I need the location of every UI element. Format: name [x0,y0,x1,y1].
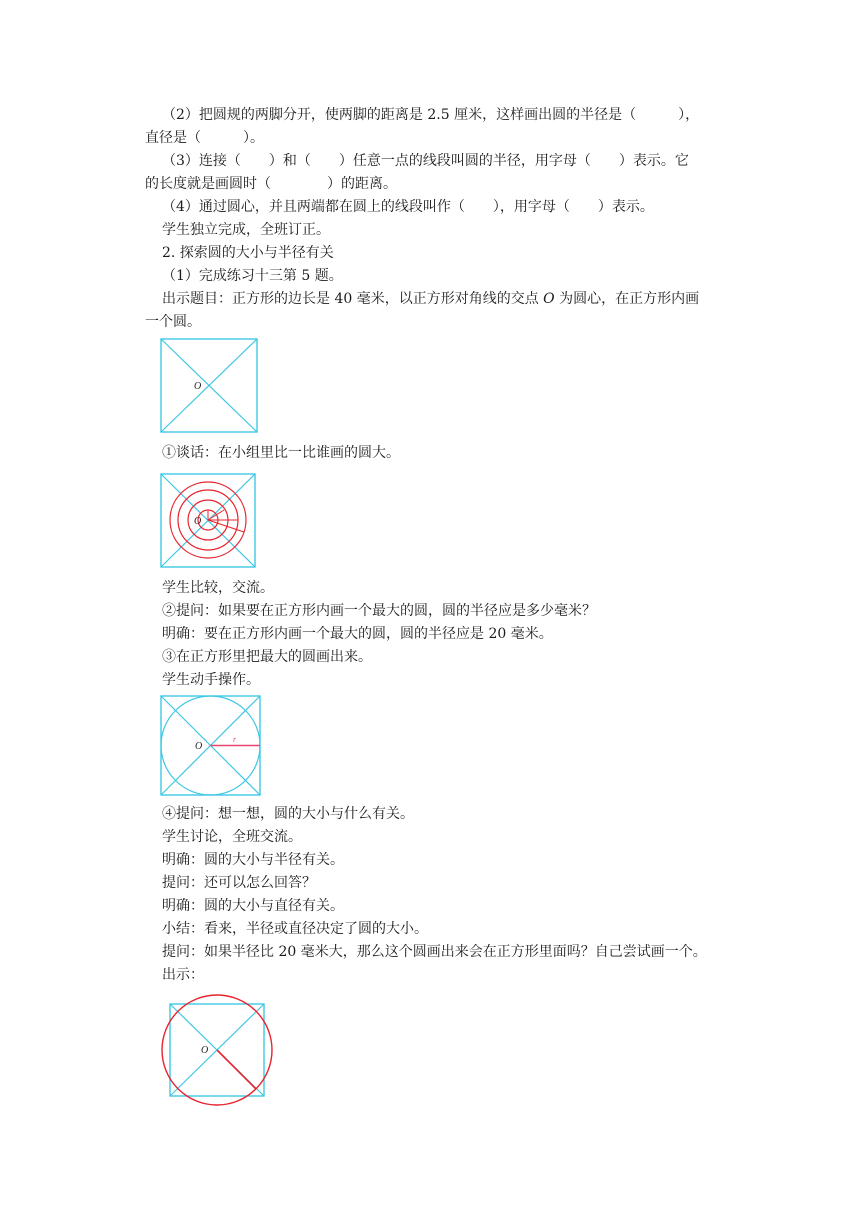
operate-line: 学生动手操作。 [162,672,260,688]
conclusion-line: 明确：圆的大小与半径有关。 [162,852,344,868]
center-label: O [201,1045,209,1056]
center-label: O [194,516,202,527]
problem-line-1 [162,289,699,309]
talk-line: ①谈话：在小组里比一比谁画的圆大。 [162,445,400,461]
point-o-text: O [543,291,555,307]
question-4-line: （4）通过圆心，并且两端都在圆上的线段叫作（ ），用字母（ ）表示。 [162,199,654,215]
center-label: O [194,381,202,392]
exercise-line: （1）完成练习十三第 5 题。 [162,268,343,284]
think-line: ④提问：想一想，圆的大小与什么有关。 [162,806,414,822]
section-heading: 2. 探索圆的大小与半径有关 [162,245,334,261]
radius-line [208,510,224,520]
question-2-line-2: 直径是（ ）。 [145,130,264,146]
problem-text-b: 为圆心，在正方形内画 [554,291,700,307]
discuss-line: 学生讨论，全班交流。 [162,829,302,845]
figure-concentric-circles [160,473,258,569]
center-label: O [195,741,203,752]
answer-line: 明确：要在正方形内画一个最大的圆，圆的半径应是 20 毫米。 [162,626,553,642]
question-line: ②提问：如果要在正方形内画一个最大的圆，圆的半径应是多少毫米？ [162,603,596,619]
figure-square-diagonals [160,338,260,434]
draw-line: ③在正方形里把最大的圆画出来。 [162,649,372,665]
problem-text-a: 出示题目：正方形的边长是 40 毫米，以正方形对角线的交点 [162,291,544,307]
conclusion-line: 明确：圆的大小与直径有关。 [162,898,344,914]
question-2-line-1: （2）把圆规的两脚分开，使两脚的距离是 2.5 厘米，这样画出圆的半径是（ ）， [162,107,700,123]
instruction-text: 学生独立完成，全班订正。 [162,222,330,238]
problem-line-2: 一个圆。 [145,314,201,330]
show-label: 出示： [162,967,204,983]
figure-oversized-circle [160,994,276,1110]
summary-line: 小结：看来，半径或直径决定了圆的大小。 [162,921,428,937]
radius-label: r [233,735,237,744]
compare-line: 学生比较，交流。 [162,580,274,596]
figure-inscribed-circle [160,695,264,797]
radius-line [217,1050,256,1089]
challenge-line: 提问：如果半径比 20 毫米大，那么这个圆画出来会在正方形里面吗？自己尝试画一个。 [162,944,707,960]
followup-question: 提问：还可以怎么回答？ [162,875,316,891]
question-3-line-1: （3）连接（ ）和（ ）任意一点的线段叫圆的半径，用字母（ ）表示。它 [162,153,689,169]
question-3-line-2: 的长度就是画圆时（ ）的距离。 [145,176,397,192]
